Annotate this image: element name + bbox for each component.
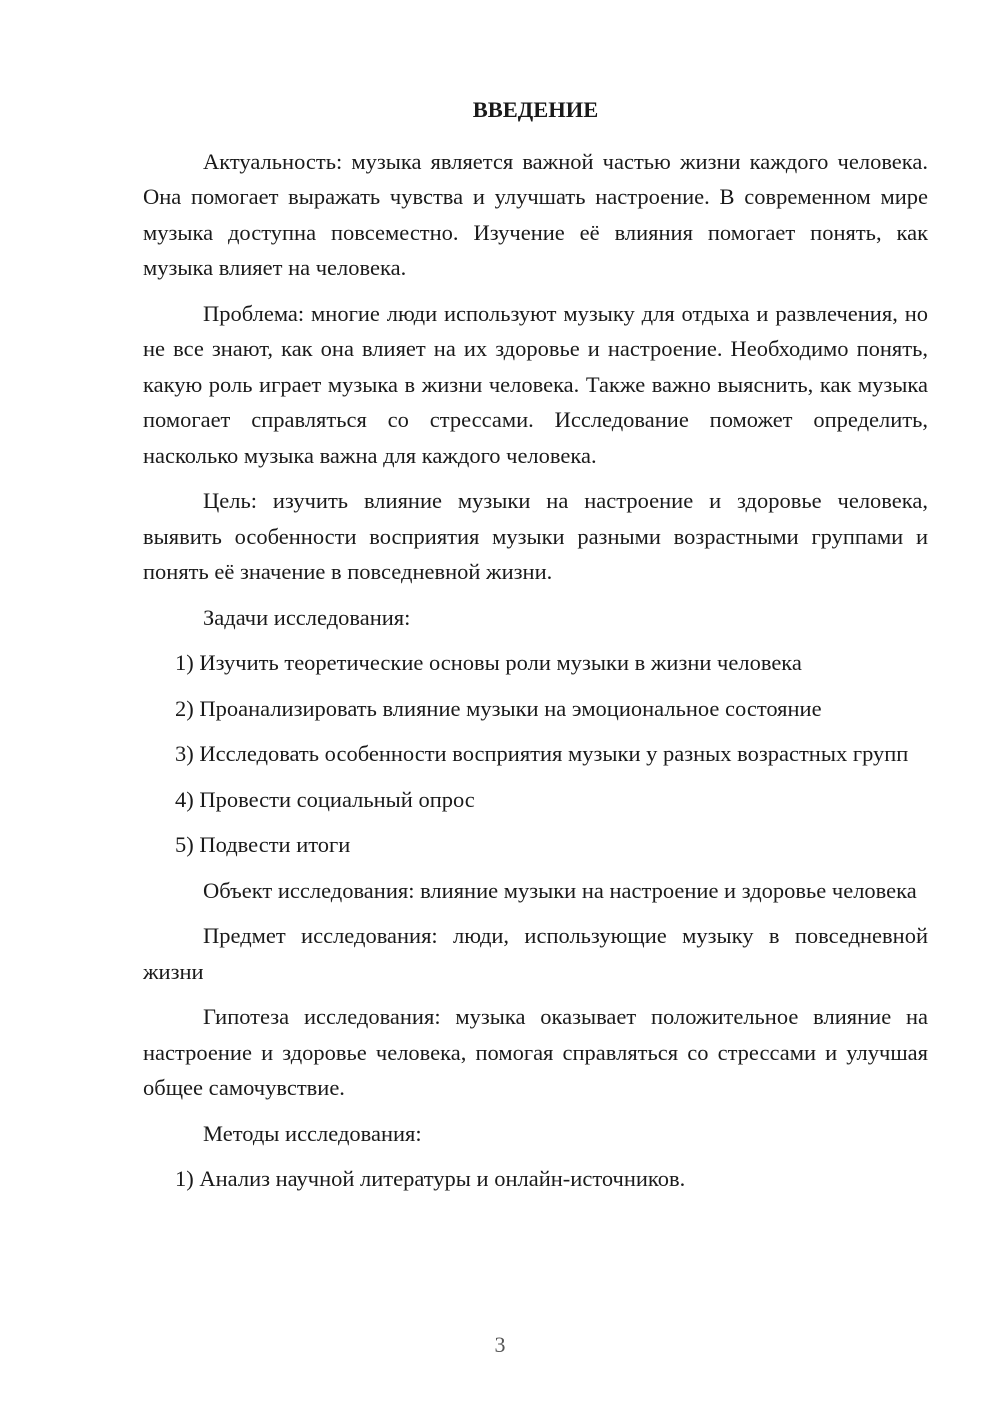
subject-paragraph: Предмет исследования: люди, использующие музыку в повседневной жизни [143, 923, 928, 984]
document-page [143, 92, 928, 1207]
method-item: 1) Анализ научной литературы и онлайн-источников. [175, 1166, 686, 1191]
hypothesis-paragraph: Гипотеза исследования: музыка оказывает положительное влияние на настроение и здоровье человека, помогая справляться со стрессами и улучшая общее самочувствие. [143, 1004, 928, 1100]
goal-paragraph: Цель: изучить влияние музыки на настроение и здоровье человека, выявить особенности восприятия музыки разными возрастными группами и понять её значение в повседневной жизни. [143, 488, 928, 584]
task-item: 1) Изучить теоретические основы роли музыки в жизни человека [175, 650, 802, 675]
task-item: 5) Подвести итоги [175, 832, 351, 857]
object-paragraph: Объект исследования: влияние музыки на настроение и здоровье человека [203, 877, 917, 903]
methods-heading: Методы исследования: [203, 1120, 422, 1146]
page-number: 3 [494, 1332, 506, 1357]
relevance-paragraph: Актуальность: музыка является важной частью жизни каждого человека. Она помогает выражать чувства и улучшать настроение. В современном мире музыка доступна повсеместно. Изучение её влияния помогает понять, как музыка влияет на человека. [143, 148, 928, 280]
task-item: 4) Провести социальный опрос [175, 786, 475, 812]
tasks-heading: Задачи исследования: [203, 604, 411, 630]
page-title: ВВЕДЕНИЕ [472, 97, 599, 122]
problem-paragraph: Проблема: многие люди используют музыку для отдыха и развлечения, но не все знают, как она влияет на их здоровье и настроение. Необходимо понять, какую роль играет музыка в жизни человека. Также важно выяснить, как музыка помогает справляться со стрессами. Исследование поможет определить, насколько музыка важна для каждого человека. [143, 300, 928, 468]
task-item: 2) Проанализировать влияние музыки на эмоциональное состояние [175, 695, 822, 721]
task-item: 3) Исследовать особенности восприятия музыки у разных возрастных групп [175, 741, 909, 766]
